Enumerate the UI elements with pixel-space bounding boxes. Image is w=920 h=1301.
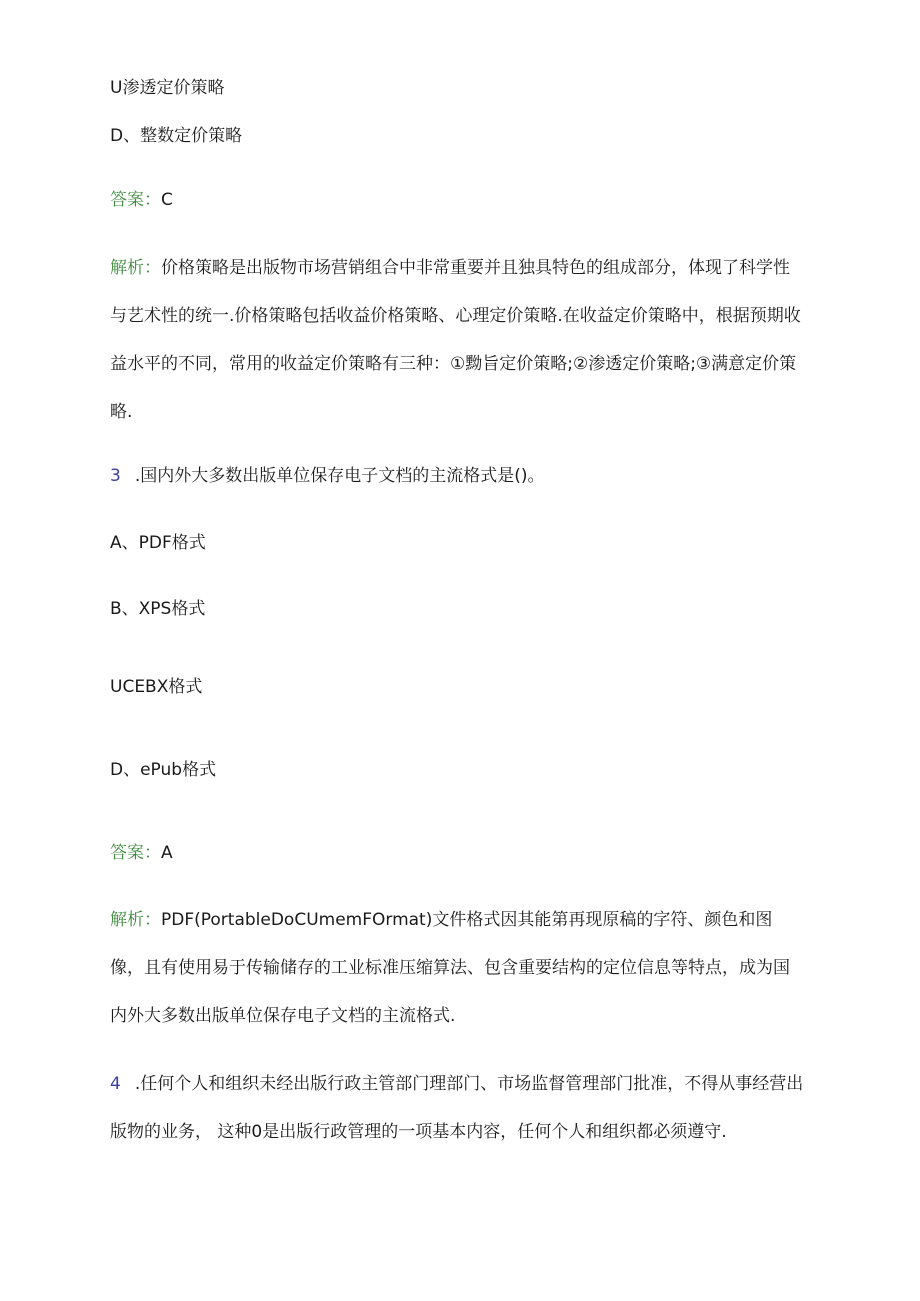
answer-q2 [110,189,173,211]
analysis-line: 像，且有使用易于传输储存的工业标准压缩算法、包含重要结构的定位信息等特点，成为国 [110,958,790,978]
option-b-q3: B、XPS格式 [110,599,206,619]
analysis-line: 略. [110,402,133,422]
analysis-line: 解析：价格策略是出版物市场营销组合中非常重要并且独具特色的组成部分，体现了科学性 [110,258,790,278]
question-line: 版物的业务， 这种0是出版行政管理的一项基本内容，任何个人和组织都必须遵守. [110,1122,727,1142]
analysis-label: 解析： [110,258,161,278]
answer-label: 答案： [110,190,161,210]
question-line [110,1073,810,1121]
answer-q3 [110,842,173,864]
analysis-q3 [110,909,810,1053]
question-number: 3 [110,466,121,486]
option-a-q3: A、PDF格式 [110,533,206,553]
analysis-line: 益水平的不同，常用的收益定价策略有三种：①黝旨定价策略;②渗透定价策略;③满意定价策 [110,354,797,374]
analysis-line: 内外大多数出版单位保存电子文档的主流格式. [110,1006,456,1026]
option-c-q2: U渗透定价策略 [110,78,225,98]
question-4 [110,1073,810,1169]
answer-label: 答案： [110,843,161,863]
question-text: .国内外大多数出版单位保存电子文档的主流格式是()。 [134,466,545,486]
analysis-label: 解析： [110,910,161,930]
question-text: .任何个人和组织未经出版行政主管部门理部门、市场监督管理部门批准，不得从事经营出 [134,1074,804,1094]
option-c-q3: UCEBX格式 [110,677,203,697]
analysis-line: 与艺术性的统一.价格策略包括收益价格策略、心理定价策略.在收益定价策略中，根据预期收 [110,306,801,326]
answer-value: C [161,190,173,210]
question-number: 4 [110,1074,121,1094]
option-d-q3: D、ePub格式 [110,760,217,780]
analysis-line: 解析：PDF(PortableDoCUmemFOrmat)文件格式因其能第再现原稿的字符、颜色和图 [110,910,773,930]
option-d-q2: D、整数定价策略 [110,126,243,146]
analysis-q2 [110,257,810,449]
answer-value: A [161,843,173,863]
question-3 [110,465,545,487]
